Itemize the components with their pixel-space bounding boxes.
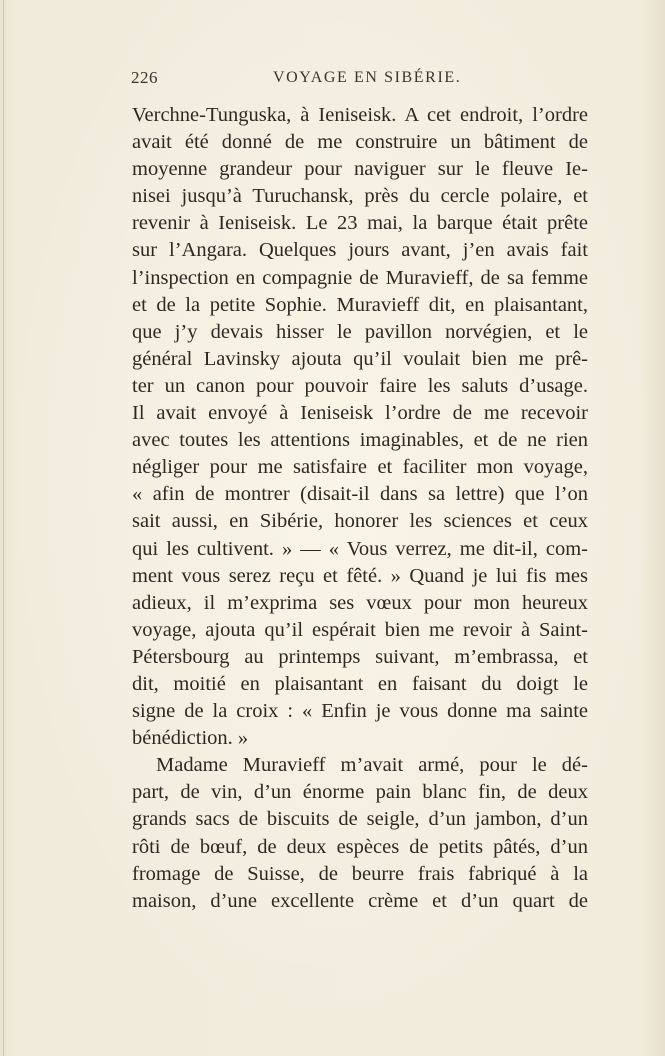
text-line: Verchne-Tunguska, à Ieniseisk. A cet endroit, l’ordre xyxy=(132,104,588,126)
text-line: négliger pour me satisfaire et faciliter mon voyage, xyxy=(132,456,588,479)
text-line: revenir à Ieniseisk. Le 23 mai, la barque était prête xyxy=(132,212,588,235)
text-line: voyage, ajouta qu’il espérait bien me revoir à Saint- xyxy=(132,618,588,641)
page-number: 226 xyxy=(131,68,158,87)
text-line: grands sacs de biscuits de seigle, d’un jambon, d’un xyxy=(132,808,588,831)
text-line: qui les cultivent. » — « Vous verrez, me dit-il, com- xyxy=(132,537,588,560)
text-line: avec toutes les attentions imaginables, et de ne rien xyxy=(132,429,588,452)
text-line: ment vous serez reçu et fêté. » Quand je lui fis mes xyxy=(132,564,588,587)
paragraph-end-line: bénédiction. » xyxy=(132,727,249,750)
binding-edge xyxy=(3,0,4,1056)
text-line: « afin de montrer (disait-il dans sa lettre) que l’on xyxy=(132,483,588,506)
running-title: VOYAGE EN SIBÉRIE. xyxy=(273,69,462,86)
text-line: adieux, il m’exprima ses vœux pour mon heureux xyxy=(132,591,588,614)
text-line: général Lavinsky ajouta qu’il voulait bien me prê- xyxy=(132,347,588,370)
text-line: sur l’Angara. Quelques jours avant, j’en avais fait xyxy=(132,239,588,262)
text-line: maison, d’une excellente crème et d’un quart de xyxy=(132,889,588,912)
text-line: que j’y devais hisser le pavillon norvégien, et le xyxy=(132,320,588,343)
text-line: nisei jusqu’à Turuchansk, près du cercle polaire, et xyxy=(132,185,588,208)
text-line: et de la petite Sophie. Muravieff dit, en plaisantant, xyxy=(132,293,588,316)
paragraph-start-line: Madame Muravieff m’avait armé, pour le dé- xyxy=(156,754,588,777)
text-line: part, de vin, d’un énorme pain blanc fin, de deux xyxy=(132,781,588,804)
text-line: l’inspection en compagnie de Muravieff, de sa femme xyxy=(132,266,588,289)
running-head xyxy=(131,68,591,92)
text-line: moyenne grandeur pour naviguer sur le fleuve Ie- xyxy=(132,158,588,181)
body-text xyxy=(132,102,588,915)
text-line: dit, moitié en plaisantant en faisant du doigt le xyxy=(132,672,588,695)
text-line: avait été donné de me construire un bâtiment de xyxy=(132,131,588,154)
text-line: sait aussi, en Sibérie, honorer les sciences et ceux xyxy=(132,510,588,533)
text-line: fromage de Suisse, de beurre frais fabriqué à la xyxy=(132,862,588,885)
text-line: rôti de bœuf, de deux espèces de petits pâtés, d’un xyxy=(132,835,588,858)
text-line: signe de la croix : « Enfin je vous donne ma sainte xyxy=(132,700,588,723)
text-line: Il avait envoyé à Ieniseisk l’ordre de me recevoir xyxy=(132,402,588,425)
text-line: ter un canon pour pouvoir faire les saluts d’usage. xyxy=(132,374,588,397)
text-line: Pétersbourg au printemps suivant, m’embrassa, et xyxy=(132,645,588,668)
